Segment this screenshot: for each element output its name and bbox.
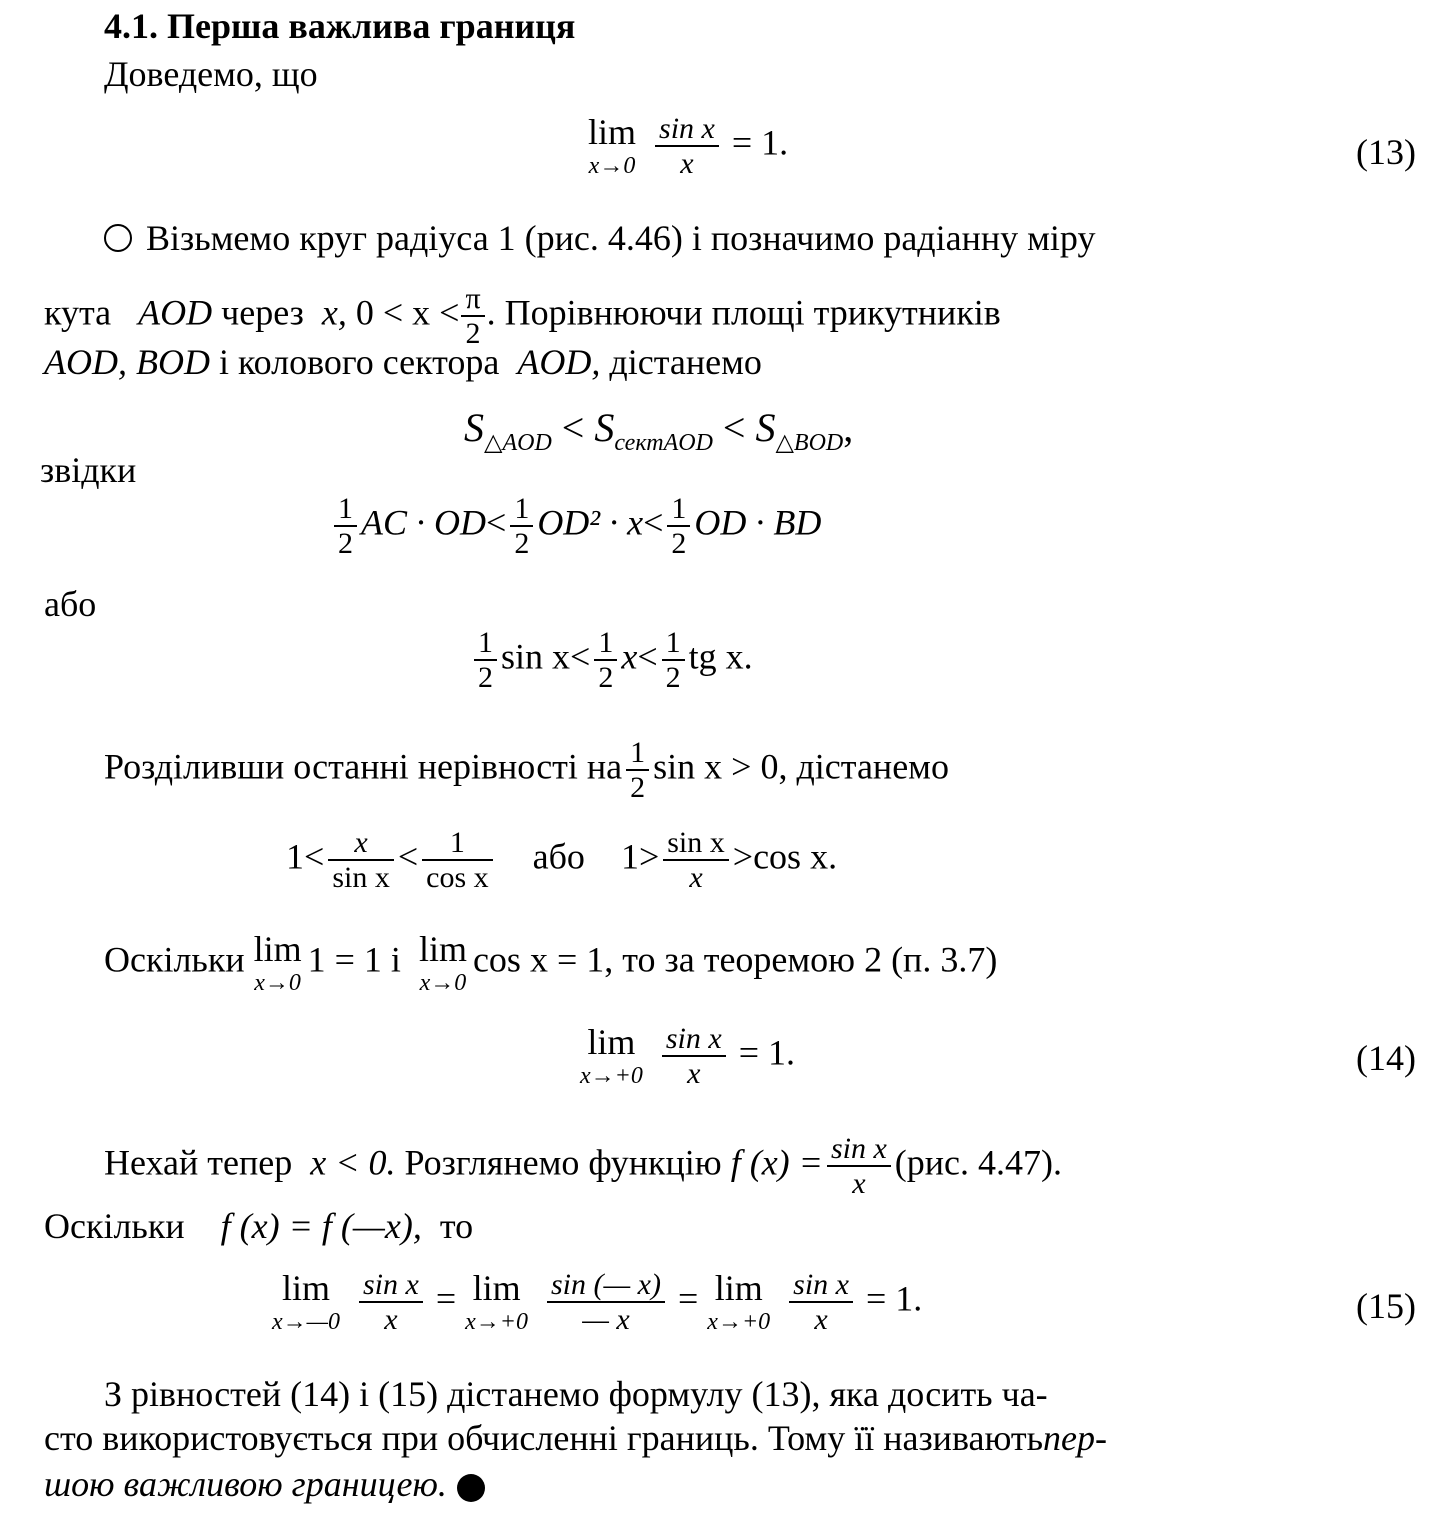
frac-den: x	[680, 147, 694, 180]
lim-label: lim	[588, 112, 637, 152]
section-heading: 4.1. Перша важлива границя	[104, 6, 576, 46]
eq-number-14: (14)	[1356, 1038, 1416, 1078]
equation-13	[588, 112, 788, 180]
para5-line2: сто використовується при обчисленні границь. Тому її називаютьпер-	[44, 1418, 1107, 1458]
inequality-3: $\frac{1}{2}$ sin x< $\frac{1}{2}$ x< $\frac{1}{2}$ tg x.	[470, 626, 753, 694]
para1-line2: кута AOD через x, 0 < x < $\frac{\pi}{2}$ . Порівнюючи площі трикутників	[44, 282, 1001, 350]
inequality-2: $\frac{1}{2}$ AC · OD< $\frac{1}{2}$ OD² · x< $\frac{1}{2}$ OD · BD	[330, 492, 821, 560]
intro-text: Доведемо, що	[104, 54, 318, 94]
eq-rhs: = 1.	[731, 122, 789, 163]
para1-line1: Візьмемо круг радіуса 1 (рис. 4.46) і позначимо радіанну міру	[104, 220, 1095, 256]
proof-start-circle-icon	[104, 224, 132, 252]
word-abo: або	[44, 584, 97, 624]
para4-line2: Оскільки f (x) = f (—x), то	[44, 1206, 474, 1246]
word-zvidky: звідки	[40, 450, 137, 490]
eq-number-15: (15)	[1356, 1286, 1416, 1326]
equation-14: lim x→+0 $\frac{\text{sin x}}{x}$ = 1.	[580, 1022, 795, 1090]
inequality-4: 1< $\frac{x}{\text{sin x}}$ < $\frac{1}{\text{cos x}}$ або 1> $\frac{\text{sin x}}{x}$ >cos x.	[286, 826, 838, 894]
frac-num: sin x	[655, 112, 719, 147]
eq-number-13: (13)	[1356, 132, 1416, 172]
para3-line: Оскільки lim x→0 1 = 1 і lim x→0 cos x = 1, то за теоремою 2 (п. 3.7)	[104, 929, 998, 996]
para2-line: Розділивши останні нерівності на $\frac{1}{2}$ sin x > 0, дістанемо	[104, 736, 949, 804]
area-inequality: $S_{\triangle AOD} < S_{сектAOD} < S_{\triangle BOD}$,	[464, 405, 854, 456]
para1-line3: AOD, BOD і колового сектора AOD, дістанемо	[44, 342, 762, 382]
para4-line1: Нехай тепер x < 0. Розглянемо функцію f (x) = $\frac{\text{sin x}}{x}$ (рис. 4.47).	[104, 1132, 1063, 1200]
para5-line3: шою важливою границею.	[44, 1466, 485, 1502]
equation-15: lim x→—0 $\frac{\text{sin x}}{x}$ = lim x→+0 $\frac{\sin (— x)}{— x}$ = lim x→+0 $\frac{\text{sin x}}{x}$ = 1.	[272, 1268, 923, 1336]
para5-line1: З рівностей (14) і (15) дістанемо формулу (13), яка досить ча-	[104, 1374, 1048, 1414]
proof-end-bullet-icon	[457, 1474, 485, 1502]
lim-sub: x→0	[588, 152, 636, 179]
